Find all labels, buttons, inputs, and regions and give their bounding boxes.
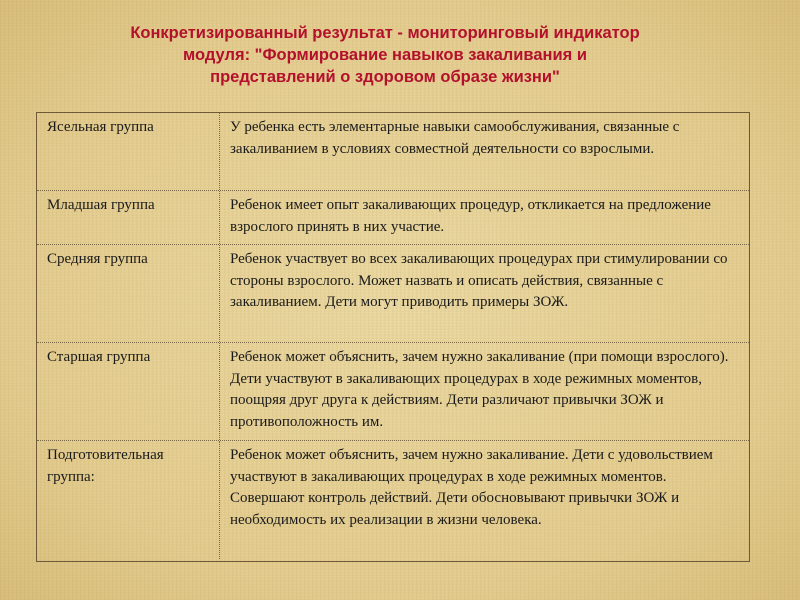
description-cell: Ребенок может объяснить, зачем нужно закаливание (при помощи взрослого). Дети участвуют в закаливающих процедурах в ходе режимных моментов, поощряя друг друга к действиям. Дети различают привычки ЗОЖ и противоположность им. <box>230 349 729 430</box>
description-cell: Ребенок может объяснить, зачем нужно закаливание. Дети с удовольствием участвуют в закаливающих процедурах в ходе режимных моментов. Совершают контроль действий. Дети обосновывают привычки ЗОЖ и необходимость их реализации в жизни человека. <box>230 447 713 528</box>
title-line-2: модуля: "Формирование навыков закаливания и <box>182 46 587 64</box>
group-name-cell: Подготовительная группа: <box>37 441 220 559</box>
group-name-cell: Средняя группа <box>37 245 220 342</box>
description-cell: Ребенок имеет опыт закаливающих процедур, откликается на предложение взрослого принять в них участие. <box>230 197 711 235</box>
table-row <box>37 342 749 440</box>
description-cell: Ребенок участвует во всех закаливающих процедурах при стимулировании со стороны взрослого. Может назвать и описать действия, связанные с закаливанием. Дети могут приводить примеры ЗОЖ. <box>230 251 728 310</box>
group-name-cell: Ясельная группа <box>37 113 220 190</box>
slide-title <box>60 22 710 88</box>
table-row <box>37 440 749 559</box>
title-line-1: Конкретизированный результат - мониторинговый индикатор <box>130 24 640 42</box>
indicator-table <box>36 112 750 562</box>
group-name-cell: Младшая группа <box>37 191 220 244</box>
group-name-cell: Старшая группа <box>37 343 220 440</box>
description-cell: У ребенка есть элементарные навыки самообслуживания, связанные с закаливанием в условиях совместной деятельности со взрослыми. <box>230 119 680 157</box>
table-row <box>37 113 749 190</box>
table-row <box>37 190 749 244</box>
table-row <box>37 244 749 342</box>
title-line-3: представлений о здоровом образе жизни" <box>210 68 560 86</box>
